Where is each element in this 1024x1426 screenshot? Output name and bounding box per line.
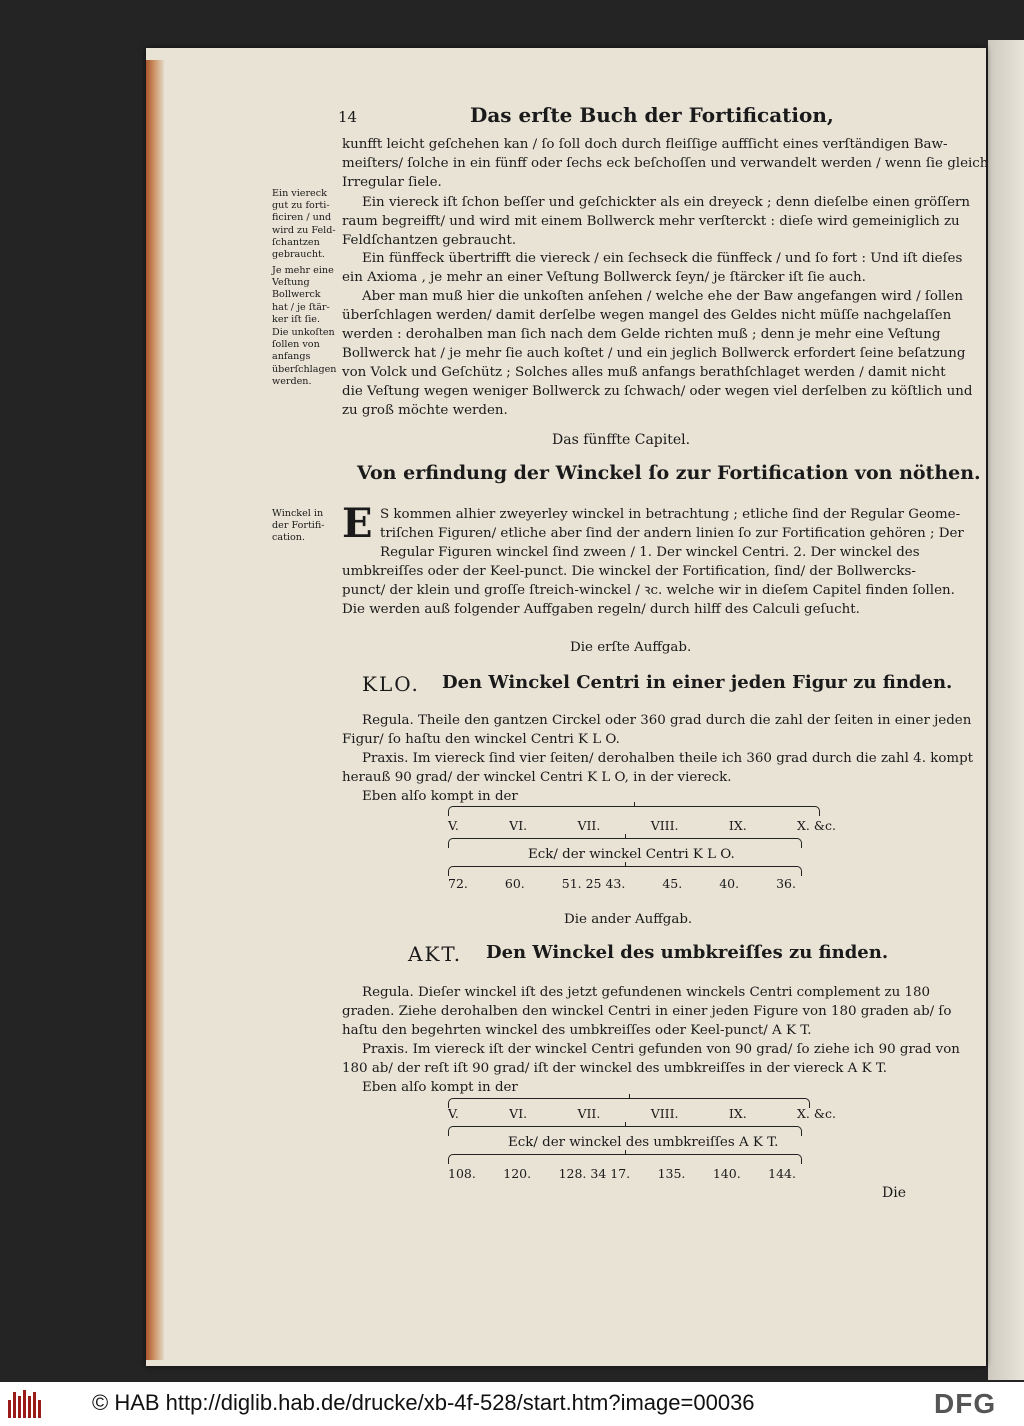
task-label: Die ander Auffgab. xyxy=(564,912,693,927)
running-title: Das erſte Buch der Fortification, xyxy=(470,103,834,127)
table-cell: 120. xyxy=(503,1166,532,1181)
chapter-title: Von erfindung der Winckel ſo zur Fortification von nöthen. xyxy=(357,462,981,484)
table-cell: X. &c. xyxy=(797,818,836,833)
table-cell: 135. xyxy=(657,1166,686,1181)
table-cell: VIII. xyxy=(650,1106,679,1121)
table-cell: 140. xyxy=(712,1166,741,1181)
text-line: Praxis. Im viereck ſind vier ſeiten/ derohalben theile ich 360 grad durch die zahl 4. kompt xyxy=(362,751,974,766)
table-cell: IX. xyxy=(728,1106,747,1121)
text-line: von Volck und Geſchütz ; Solches alles muß anfangs berathſchlaget werden / damit nicht xyxy=(342,365,946,380)
table-cell: 144. xyxy=(768,1166,796,1181)
text-line: Irregular ſiele. xyxy=(342,175,442,190)
adjacent-page-edge xyxy=(988,40,1024,1380)
task-heading: Den Winckel des umbkreiſſes zu finden. xyxy=(486,942,889,963)
table-row xyxy=(448,1166,796,1181)
table-cell: 40. xyxy=(719,876,740,891)
table-caption: Eck/ der winckel des umbkreiſſes A K T. xyxy=(508,1135,779,1150)
text-line: kunfft leicht geſchehen kan / ſo ſoll doch durch fleiſſige auffſicht eines verſtändigen Baw- xyxy=(342,137,948,152)
text-line: haſtu den begehrten winckel des umbkreiſſes oder Keel-punct/ A K T. xyxy=(342,1023,812,1038)
table-brace xyxy=(448,866,802,876)
page-binding-edge xyxy=(146,60,164,1360)
dfg-logo: DFG xyxy=(934,1388,997,1419)
table-cell: VII. xyxy=(577,1106,601,1121)
table-cell: 36. xyxy=(776,876,796,891)
table-cell: V. xyxy=(448,818,459,833)
text-line: punct/ der klein und groſſe ſtreich-winckel / ꝛc. welche wir in dieſem Capitel finden ſollen. xyxy=(342,583,955,598)
text-line: umbkreiſſes oder der Keel-punct. Die winckel der Fortification, ſind/ der Bollwercks- xyxy=(342,564,916,579)
text-line: Praxis. Im viereck iſt der winckel Centri gefunden von 90 grad/ ſo ziehe ich 90 grad von xyxy=(362,1042,960,1057)
text-line: Eben alſo kompt in der xyxy=(362,1080,518,1095)
task-code: KLO. xyxy=(362,672,420,696)
text-line: Aber man muß hier die unkoſten anſehen / welche ehe der Baw angefangen wird / ſollen xyxy=(362,289,964,304)
text-line: überſchlagen werden/ damit derſelbe wegen mangel des Geldes nicht müſſe nachgelaſſen xyxy=(342,308,952,323)
text-line: graden. Ziehe derohalben den winckel Centri in einer jeden Figure von 180 graden ab/ ſo xyxy=(342,1004,952,1019)
task-label: Die erſte Auffgab. xyxy=(570,640,692,655)
table-cell: X. &c. xyxy=(797,1106,836,1121)
table-cell: VI. xyxy=(509,1106,528,1121)
text-line: Die werden auß folgender Auffgaben regeln/ durch hilff des Calculi geſucht. xyxy=(342,602,860,617)
drop-cap: E xyxy=(342,500,373,547)
text-line: Feldſchantzen gebraucht. xyxy=(342,233,517,248)
task-code: AKT. xyxy=(408,942,463,966)
text-line: herauß 90 grad/ der winckel Centri K L O, in der viereck. xyxy=(342,770,732,785)
text-line: Regula. Theile den gantzen Circkel oder 360 grad durch die zahl der ſeiten in einer jeden xyxy=(362,713,972,728)
copyright-link[interactable]: © HAB http://diglib.hab.de/drucke/xb-4f-528/start.htm?image=00036 xyxy=(92,1390,755,1415)
text-line: Ein fünffeck übertrifft die viereck / ein ſechseck die fünffeck / und ſo fort : Und iſt dieſes xyxy=(362,251,963,266)
table-row xyxy=(448,1106,836,1121)
text-line: werden : derohalben man ſich nach dem Gelde richten muß ; denn je mehr eine Veſtung xyxy=(342,327,941,342)
text-line: Ein viereck iſt ſchon beſſer und geſchickter als ein dreyeck ; denn dieſelbe einen gröſſern xyxy=(362,195,971,210)
table-cell: VIII. xyxy=(650,818,679,833)
hab-logo-icon xyxy=(8,1390,42,1418)
text-line: Eben alſo kompt in der xyxy=(362,789,518,804)
text-line: Figur/ ſo haſtu den winckel Centri K L O. xyxy=(342,732,620,747)
viewer-footer xyxy=(0,1382,1024,1426)
catchword: Die xyxy=(882,1185,906,1201)
text-line: Bollwerck hat / je mehr ſie auch koſtet / und ein jeglich Bollwerck erfordert ſeine beſatzung xyxy=(342,346,966,361)
text-line: Regular Figuren winckel ſind zween / 1. Der winckel Centri. 2. Der winckel des xyxy=(380,545,920,560)
margin-note: Je mehr eine Veſtung Bollwerck hat / je ſtär- ker iſt ſie. xyxy=(272,265,334,325)
text-line: raum begreifft/ und wird mit einem Bollwerck mehr verſterckt : dieſe wird gemeiniglich zu xyxy=(342,214,960,229)
table-cell: VI. xyxy=(509,818,528,833)
text-line: meiſters/ ſolche in ein fünff oder ſechs eck beſchoſſen und verwandelt werden / wenn ſie gleich xyxy=(342,156,989,171)
margin-note: Winckel in der Fortifi- cation. xyxy=(272,508,325,544)
text-line: die Veſtung wegen weniger Bollwerck zu ſchwach/ oder wegen viel derſelben zu köſtlich und xyxy=(342,384,973,399)
table-caption: Eck/ der winckel Centri K L O. xyxy=(528,847,735,862)
table-cell: 51. 25 43. xyxy=(561,876,626,891)
text-line: Regula. Dieſer winckel iſt des jetzt gefundenen winckels Centri complement zu 180 xyxy=(362,985,931,1000)
task-heading: Den Winckel Centri in einer jeden Figur zu finden. xyxy=(442,672,953,693)
table-cell: 72. xyxy=(448,876,468,891)
table-cell: VII. xyxy=(577,818,601,833)
table-cell: 108. xyxy=(448,1166,476,1181)
page-number: 14 xyxy=(338,108,358,126)
table-row xyxy=(448,818,836,833)
text-line: triſchen Figuren/ etliche aber ſind der andern linien ſo zur Fortification gehören ; Der xyxy=(380,526,964,541)
table-brace xyxy=(448,1154,802,1164)
margin-note: Ein viereck gut zu forti- ficiren / und wird zu Feld- ſchantzen gebraucht. xyxy=(272,188,336,261)
table-cell: 128. 34 17. xyxy=(558,1166,631,1181)
table-cell: 45. xyxy=(662,876,683,891)
table-cell: V. xyxy=(448,1106,459,1121)
text-line: S kommen alhier zweyerley winckel in betrachtung ; etliche ſind der Regular Geome- xyxy=(380,507,961,522)
table-cell: 60. xyxy=(504,876,525,891)
text-line: ein Axioma , je mehr an einer Veſtung Bollwerck ſeyn/ je ſtärcker iſt ſie auch. xyxy=(342,270,866,285)
chapter-label: Das fünffte Capitel. xyxy=(552,432,691,448)
table-brace xyxy=(448,806,820,816)
margin-note: Die unkoſten ſollen von anfangs überſchlagen werden. xyxy=(272,327,337,387)
text-line: 180 ab/ der reſt iſt 90 grad/ iſt der winckel des umbkreiſſes in der viereck A K T. xyxy=(342,1061,888,1076)
table-row xyxy=(448,876,796,891)
table-cell: IX. xyxy=(728,818,747,833)
text-line: zu groß möchte werden. xyxy=(342,403,508,418)
